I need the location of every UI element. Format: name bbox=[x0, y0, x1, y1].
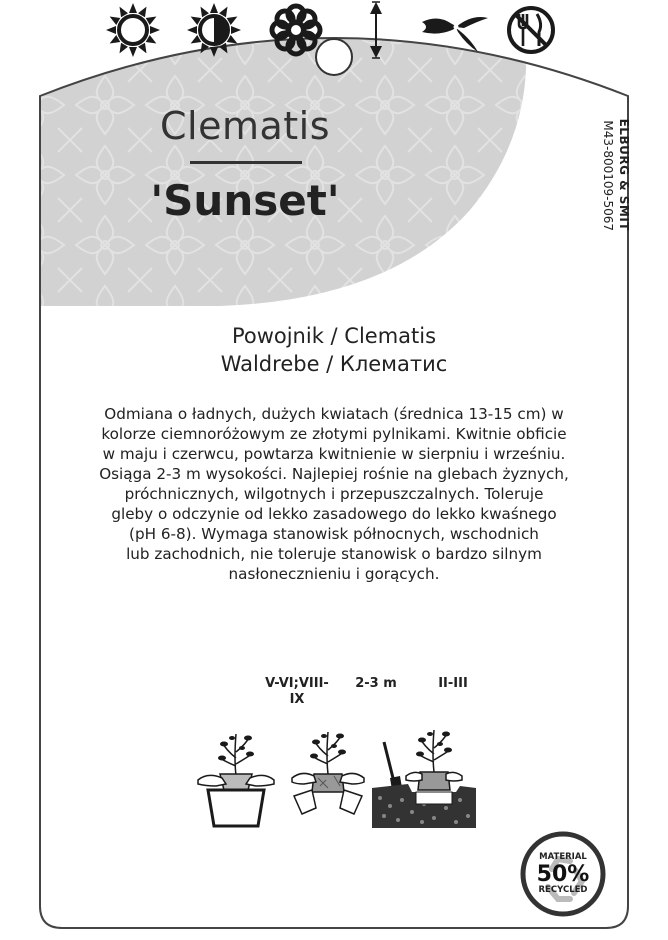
flower-icon bbox=[268, 0, 324, 60]
common-names bbox=[0, 322, 668, 378]
height-label: 2-3 m bbox=[355, 676, 397, 691]
recycle-badge-bottom: RECYCLED bbox=[538, 885, 588, 895]
plant-description bbox=[58, 404, 610, 584]
description-line: Osiąga 2-3 m wysokości. Najlepiej rośnie na glebach żyznych, bbox=[99, 465, 569, 483]
description-line: gleby o odczynie od lekko zasadowego do lekko kwaśnego bbox=[111, 505, 557, 523]
brand-block bbox=[563, 101, 631, 251]
planting-step-1-icon bbox=[196, 728, 276, 828]
pruning-shears-icon bbox=[418, 0, 490, 60]
title-divider bbox=[190, 161, 302, 164]
height-icon bbox=[348, 0, 404, 60]
plant-genus-title: Clematis bbox=[159, 104, 331, 148]
not-edible-icon bbox=[503, 0, 559, 60]
brand-name: ELBURG & SMIT bbox=[617, 118, 631, 231]
common-name-line: Powojnik / Clematis bbox=[231, 324, 437, 348]
description-line: Odmiana o ładnych, dużych kwiatach (średnica 13-15 cm) w bbox=[104, 405, 564, 423]
planting-step-2-icon bbox=[288, 728, 368, 828]
planting-step-3-icon bbox=[372, 728, 476, 828]
description-line: lub zachodnich, nie toleruje stanowisk o bardzo silnym bbox=[126, 545, 542, 563]
description-line: próchnicznych, wilgotnych i przepuszczalnych. Toleruje bbox=[124, 485, 544, 503]
common-name-line: Waldrebe / Клематис bbox=[220, 352, 448, 376]
description-line: kolorze ciemnoróżowym ze złotymi pylnikami. Kwitnie obficie bbox=[101, 425, 567, 443]
half-shade-icon bbox=[186, 0, 242, 60]
pruning-months-label: II-III bbox=[438, 676, 468, 691]
cultivar-title: 'Sunset' bbox=[150, 176, 340, 225]
recycle-badge-percent: 50% bbox=[536, 862, 590, 887]
flowering-months-label: V-VI;VIII- IX bbox=[265, 676, 329, 707]
description-line: (pH 6-8). Wymaga stanowisk północnych, wschodnich bbox=[129, 525, 539, 543]
recycled-material-badge bbox=[518, 829, 608, 919]
product-code: M43-800109-5067 bbox=[601, 120, 615, 231]
full-sun-icon bbox=[105, 0, 161, 60]
recycle-badge-top: MATERIAL bbox=[539, 852, 587, 862]
description-line: nasłonecznieniu i gorących. bbox=[228, 565, 440, 583]
description-line: w maju i czerwcu, powtarza kwitnienie w sierpniu i wrześniu. bbox=[102, 445, 566, 463]
